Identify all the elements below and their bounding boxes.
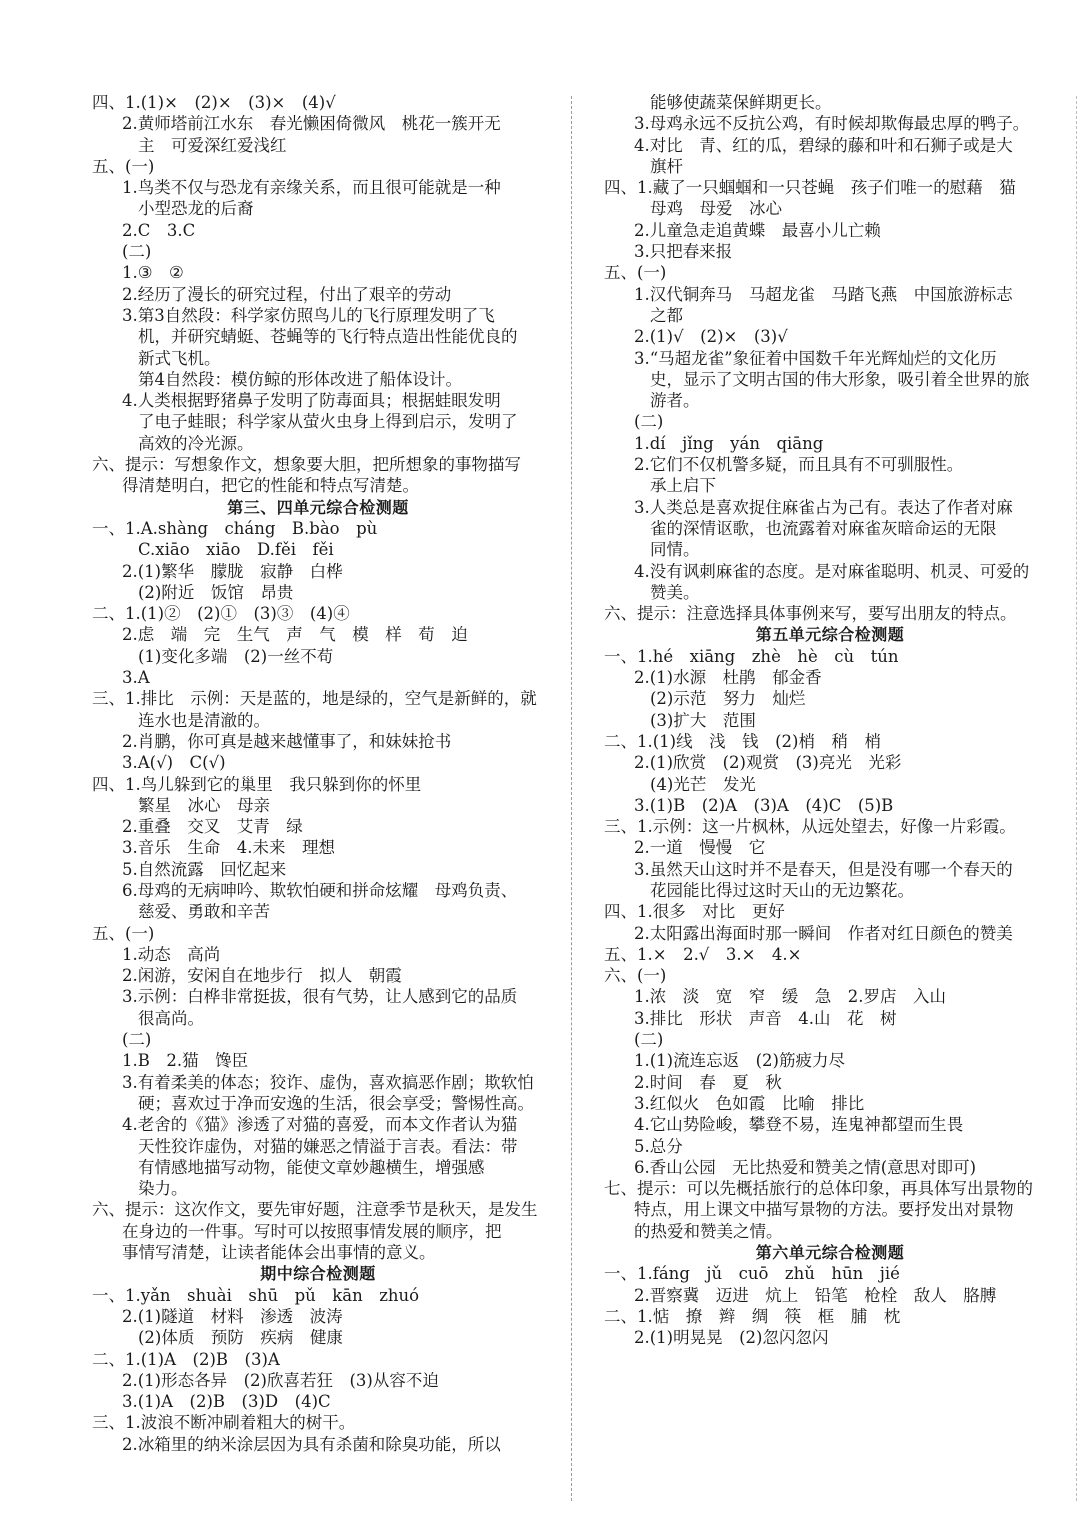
answer-line: 4.老舍的《猫》渗透了对猫的喜爱，而本文作者认为猫 (122, 1115, 518, 1135)
answer-line: 很高尚。 (138, 1008, 204, 1028)
answer-line: (4)光芒 发光 (650, 774, 756, 794)
answer-line: 连水也是清澈的。 (138, 710, 270, 730)
answer-line: 二、1.惦 撩 辫 绸 筷 框 脯 枕 (604, 1306, 901, 1326)
answer-line: 6.香山公园 无比热爱和赞美之情(意思对即可) (634, 1157, 977, 1177)
answer-line: 1.鸟类不仅与恐龙有亲缘关系，而且很可能就是一种 (122, 178, 501, 198)
answer-line: 2.(1)水源 杜鹃 郁金香 (634, 668, 822, 688)
answer-line: (二) (122, 1030, 152, 1050)
answer-line: 六、提示：注意选择具体事例来写，要写出朋友的特点。 (604, 604, 1017, 624)
answer-line: 四、1.鸟儿躲到它的巢里 我只躲到你的怀里 (92, 774, 422, 794)
answer-line: 4.没有讽刺麻雀的态度。是对麻雀聪明、机灵、可爱的 (634, 561, 1030, 581)
answer-line: (二) (634, 1030, 664, 1050)
answer-line: 慈爱、勇敢和辛苦 (138, 902, 270, 922)
answer-line: 能够使蔬菜保鲜期更长。 (650, 93, 832, 112)
answer-line: 3.(1)B (2)A (3)A (4)C (5)B (634, 795, 894, 815)
answer-line: (3)扩大 范围 (650, 710, 756, 730)
answer-line: 2.冰箱里的纳米涂层因为具有杀菌和除臭功能，所以 (122, 1434, 501, 1454)
answer-line: 在身边的一件事。写时可以按照事情发展的顺序，把 (122, 1221, 502, 1241)
answer-line: 2.一道 慢慢 它 (634, 838, 766, 858)
answer-line: 承上启下 (650, 476, 716, 496)
answer-line: 2.(1)√ (2)× (3)√ (634, 327, 788, 347)
answer-line: 六、提示：这次作文，要先审好题，注意季节是秋天，是发生 (92, 1200, 538, 1220)
answer-line: 2.重叠 交叉 艾青 绿 (122, 817, 303, 837)
section-heading: 第三、四单元综合检测题 (227, 497, 409, 517)
answer-line: 硬；喜欢过于净而安逸的生活，很会享受；警惕性高。 (138, 1093, 534, 1113)
answer-line: 三、1.波浪不断冲刷着粗大的树干。 (92, 1413, 356, 1433)
answer-line: 3.只把春来报 (634, 242, 733, 262)
answer-line: 赞美。 (650, 582, 700, 602)
answer-line: 七、提示：可以先概括旅行的总体印象，再具体写出景物的 (604, 1179, 1033, 1199)
answer-line: 3.排比 形状 声音 4.山 花 树 (634, 1008, 897, 1028)
answer-line: 2.肖鹏，你可真是越来越懂事了，和妹妹抢书 (122, 731, 452, 751)
answer-line: 3.红似火 色如霞 比喻 排比 (634, 1093, 865, 1113)
answer-line: 天性狡诈虚伪，对猫的嫌恶之情溢于言表。看法：带 (138, 1136, 518, 1156)
answer-line: 雀的深情讴歌，也流露着对麻雀灰暗命运的无限 (650, 518, 997, 538)
answer-line: 高效的冷光源。 (138, 433, 254, 453)
answer-line: 1.B 2.猫 馋臣 (122, 1051, 249, 1071)
answer-line: 新式飞机。 (138, 348, 221, 368)
answer-line: (2)示范 努力 灿烂 (650, 689, 806, 709)
answer-line: 的热爱和赞美之情。 (634, 1221, 783, 1241)
answer-line: 6.母鸡的无病呻吟、欺软怕硬和拼命炫耀 母鸡负责、 (122, 880, 518, 900)
answer-line: C.xiāo xiāo D.fěi fěi (138, 540, 334, 560)
answer-line: 1.汉代铜奔马 马超龙雀 马踏飞燕 中国旅游标志 (634, 284, 1013, 304)
answer-line: (二) (634, 412, 664, 432)
answer-line: 2.儿童急走追黄蝶 最喜小儿亡赖 (634, 220, 881, 240)
answer-line: 六、(一) (604, 966, 667, 986)
answer-line: 3.有着柔美的体态；狡诈、虚伪，喜欢搞恶作剧；欺软怕 (122, 1072, 534, 1092)
answer-line: 得清楚明白，把它的性能和特点写清楚。 (122, 476, 419, 496)
answer-line: 2.(1)欣赏 (2)观赏 (3)亮光 光彩 (634, 753, 902, 773)
answer-line: 3.虽然天山这时并不是春天，但是没有哪一个春天的 (634, 859, 1013, 879)
answer-line: 一、1.fáng jǔ cuō zhǔ hūn jié (604, 1264, 900, 1284)
answer-line: 1.浓 淡 宽 窄 缓 急 2.罗店 入山 (634, 987, 946, 1007)
answer-line: 2.经历了漫长的研究过程，付出了艰辛的劳动 (122, 284, 452, 304)
answer-line: 花园能比得过这时天山的无边繁花。 (650, 880, 914, 900)
answer-line: 2.(1)繁华 朦胧 寂静 白桦 (122, 561, 343, 581)
answer-line: 小型恐龙的后裔 (138, 199, 254, 219)
answer-line: 特点，用上课文中描写景物的方法。要抒发出对景物 (634, 1200, 1014, 1220)
answer-line: 二、1.(1)② (2)① (3)③ (4)④ (92, 604, 350, 624)
right-column (604, 92, 1056, 1349)
answer-line: (二) (122, 242, 152, 262)
answer-line: 5.自然流露 回忆起来 (122, 859, 287, 879)
answer-line: 3.示例：白桦非常挺拔，很有气势，让人感到它的品质 (122, 987, 518, 1007)
answer-line: 2.闲游，安闲自在地步行 拟人 朝霞 (122, 966, 402, 986)
answer-line: 3.“马超龙雀”象征着中国数千年光辉灿烂的文化历 (634, 348, 997, 368)
answer-line: 同情。 (650, 540, 700, 560)
answer-line: (1)变化多端 (2)一丝不苟 (138, 646, 334, 666)
answer-line: 3.A (122, 668, 150, 688)
answer-line: 五、1.× 2.√ 3.× 4.× (604, 944, 802, 964)
answer-line: 旗杆 (650, 156, 683, 176)
answer-line: 2.C 3.C (122, 220, 196, 240)
answer-line: 四、1.(1)× (2)× (3)× (4)√ (92, 93, 336, 112)
answer-line: (2)体质 预防 疾病 健康 (138, 1328, 343, 1348)
answer-line: 染力。 (138, 1179, 188, 1199)
answer-line: 一、1.yǎn shuài shū pǔ kān zhuó (92, 1285, 420, 1305)
answer-line: 史，显示了文明古国的伟大形象，吸引着全世界的旅 (650, 369, 1030, 389)
answer-line: 3.A(√) C(√) (122, 753, 226, 773)
answer-line: 4.对比 青、红的瓜，碧绿的藤和叶和石狮子或是大 (634, 135, 1013, 155)
answer-line: 1.动态 高尚 (122, 944, 221, 964)
answer-line: 1.dí jǐng yán qiāng (634, 433, 824, 453)
answer-line: 二、1.(1)线 浅 钱 (2)梢 稍 梢 (604, 731, 881, 751)
answer-line: 二、1.(1)A (2)B (3)A (92, 1349, 280, 1369)
answer-line: 2.(1)隧道 材料 渗透 波涛 (122, 1306, 343, 1326)
answer-line: 4.人类根据野猪鼻子发明了防毒面具；根据蛙眼发明 (122, 391, 501, 411)
answer-line: 4.它山势险峻，攀登不易，连鬼神都望而生畏 (634, 1115, 964, 1135)
answer-line: 机，并研究蜻蜓、苍蝇等的飞行特点造出性能优良的 (138, 327, 518, 347)
answer-line: 3.人类总是喜欢捉住麻雀占为己有。表达了作者对麻 (634, 497, 1013, 517)
answer-line: 主 可爱深红爱浅红 (138, 135, 287, 155)
section-heading: 第六单元综合检测题 (755, 1243, 905, 1263)
answer-line: 三、1.排比 示例：天是蓝的，地是绿的，空气是新鲜的，就 (92, 689, 537, 709)
answer-line: 了电子蛙眼；科学家从萤火虫身上得到启示，发明了 (138, 412, 518, 432)
answer-line: 2.虑 端 完 生气 声 气 模 样 荀 迫 (122, 625, 468, 645)
answer-line: 3.母鸡永远不反抗公鸡，有时候却欺侮最忠厚的鸭子。 (634, 114, 1030, 134)
answer-line: 3.音乐 生命 4.未来 理想 (122, 838, 335, 858)
answer-line: 一、1.hé xiāng zhè hè cù tún (604, 646, 899, 666)
section-heading: 第五单元综合检测题 (755, 625, 905, 645)
answer-line: 五、(一) (92, 156, 155, 176)
answer-line: 2.(1)形态各异 (2)欣喜若狂 (3)从容不迫 (122, 1370, 439, 1390)
answer-line: (2)附近 饭馆 昂贵 (138, 582, 294, 602)
answer-line: 2.时间 春 夏 秋 (634, 1072, 782, 1092)
answer-line: 2.太阳露出海面时那一瞬间 作者对红日颜色的赞美 (634, 923, 1013, 943)
answer-line: 3.(1)A (2)B (3)D (4)C (122, 1392, 331, 1412)
page-edge-line (1076, 96, 1077, 1501)
answer-line: 2.它们不仅机警多疑，而且具有不可驯服性。 (634, 455, 964, 475)
answer-line: 之都 (650, 305, 683, 325)
section-heading: 期中综合检测题 (260, 1264, 376, 1284)
answer-line: 1.③ ② (122, 263, 184, 283)
answer-line: 六、提示：写想象作文，想象要大胆，把所想象的事物描写 (92, 455, 521, 475)
answer-line: 5.总分 (634, 1136, 683, 1156)
answer-line: 母鸡 母爱 冰心 (650, 199, 782, 219)
answer-line: 有情感地描写动物，能使文章妙趣横生，增强感 (138, 1157, 485, 1177)
answer-line: 四、1.很多 对比 更好 (604, 902, 785, 922)
answer-line: 3.第3自然段：科学家仿照鸟儿的飞行原理发明了飞 (122, 305, 495, 325)
answer-line: 五、(一) (604, 263, 667, 283)
answer-line: 五、(一) (92, 923, 155, 943)
answer-line: 四、1.藏了一只蝈蝈和一只苍蝇 孩子们唯一的慰藉 猫 (604, 178, 1016, 198)
answer-line: 游者。 (650, 391, 700, 411)
answer-line: 2.(1)明晃晃 (2)忽闪忽闪 (634, 1328, 829, 1348)
answer-line: 第4自然段：模仿鲸的形体改进了船体设计。 (138, 369, 462, 389)
answer-line: 2.黄师塔前江水东 春光懒困倚微风 桃花一簇开无 (122, 114, 501, 134)
column-divider (571, 96, 572, 1501)
answer-line: 一、1.A.shàng cháng B.bào pù (92, 518, 378, 538)
answer-line: 繁星 冰心 母亲 (138, 795, 270, 815)
left-column (92, 92, 544, 1455)
answer-line: 2.晋察冀 迈进 炕上 铅笔 枪栓 敌人 胳膊 (634, 1285, 997, 1305)
answer-line: 1.(1)流连忘返 (2)筋疲力尽 (634, 1051, 845, 1071)
answer-line: 三、1.示例：这一片枫林，从远处望去，好像一片彩霞。 (604, 817, 1016, 837)
answer-line: 事情写清楚，让读者能体会出事情的意义。 (122, 1243, 436, 1263)
